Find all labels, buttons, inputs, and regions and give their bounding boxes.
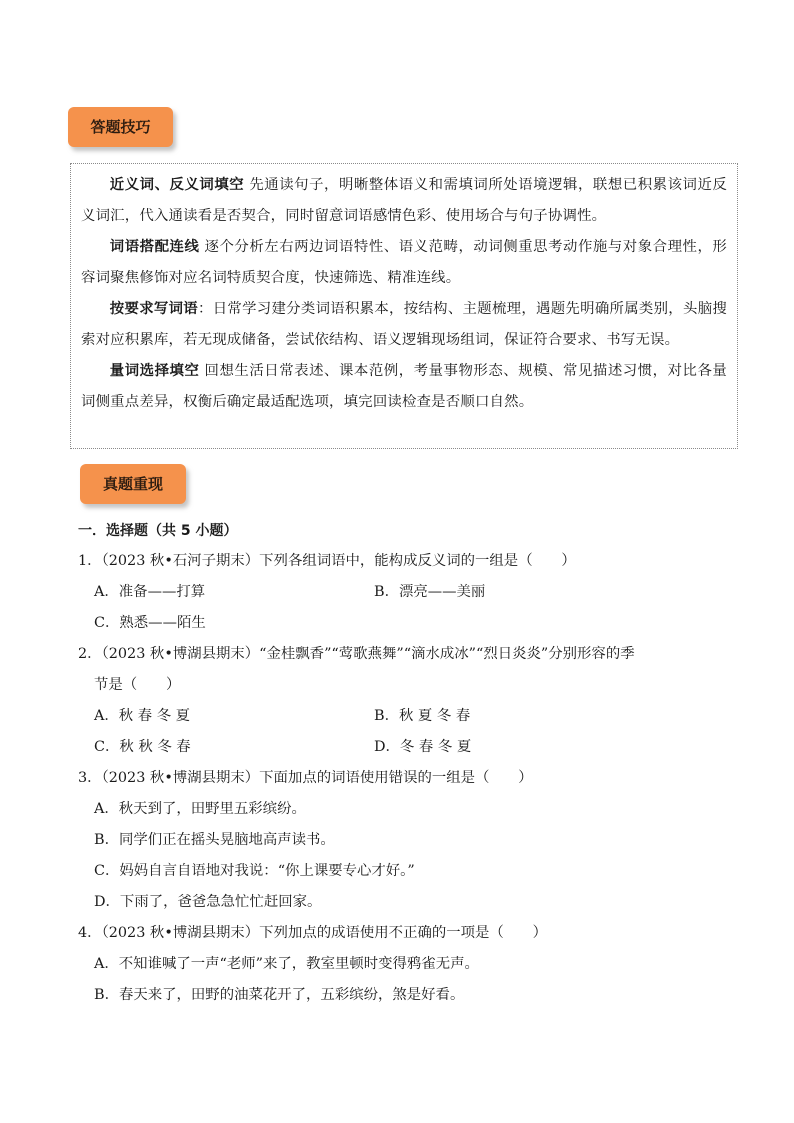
question-stem: 3．（2023 秋•博湖县期末）下面加点的词语使用错误的一组是（ ） bbox=[78, 770, 533, 786]
option-b: B．秋 夏 冬 春 bbox=[374, 708, 471, 724]
option-a: A．秋天到了，田野里五彩缤纷。 bbox=[94, 801, 306, 817]
option-a: A．秋 春 冬 夏 bbox=[94, 708, 191, 724]
tip-text: 日常学习建分类词语积累本，按结构、主题梳理，遇题先明确所属类别，头脑搜索对应积累库，若无现成储备，尝试依结构、语义逻辑现场组词，保证符合要求、书写无误。 bbox=[81, 301, 727, 348]
real-questions-tag: 真题重现 bbox=[80, 464, 186, 504]
tips-box bbox=[70, 163, 738, 449]
tip-text: 逐个分析左右两边词语特性、语义范畴，动词侧重思考动作施与对象合理性，形容词聚焦修饰对应名词特质契合度，快速筛选、精准连线。 bbox=[81, 239, 727, 286]
question-3 bbox=[78, 763, 728, 918]
tip-title: 量词选择填空 bbox=[109, 363, 200, 379]
tip-title: 词语搭配连线 bbox=[109, 239, 200, 255]
tip-text: 回想生活日常表述、课本范例，考量事物形态、规模、常见描述习惯，对比各量词侧重点差异，权衡后确定最适配选项，填完回读检查是否顺口自然。 bbox=[81, 363, 727, 410]
option-d: D．冬 春 冬 夏 bbox=[374, 739, 472, 755]
option-c: C．秋 秋 冬 春 bbox=[94, 739, 191, 755]
tip-paragraph: 按要求写词语：日常学习建分类词语积累本，按结构、主题梳理，遇题先明确所属类别，头脑搜索对应积累库，若无现成储备，尝试依结构、语义逻辑现场组词，保证符合要求、书写无误。 bbox=[81, 301, 727, 348]
tips-tag: 答题技巧 bbox=[68, 107, 173, 147]
option-b: B．春天来了，田野的油菜花开了，五彩缤纷，煞是好看。 bbox=[94, 987, 465, 1003]
option-c: C．熟悉——陌生 bbox=[94, 615, 206, 631]
tip-text: 先通读句子，明晰整体语义和需填词所处语境逻辑，联想已积累该词近反义词汇，代入通读看是否契合，同时留意词语感情色彩、使用场合与句子协调性。 bbox=[81, 177, 727, 224]
tip-paragraph bbox=[81, 232, 727, 294]
question-stem: 1．（2023 秋•石河子期末）下列各组词语中，能构成反义词的一组是（ ） bbox=[78, 553, 576, 569]
tip-paragraph bbox=[81, 170, 727, 232]
option-a: A．不知谁喊了一声“老师”来了，教室里顿时变得鸦雀无声。 bbox=[94, 956, 479, 972]
option-a: A．准备——打算 bbox=[94, 584, 206, 600]
option-b: B．漂亮——美丽 bbox=[374, 584, 486, 600]
section-title: 一．选择题（共 5 小题） bbox=[78, 523, 238, 539]
question-stem: 4．（2023 秋•博湖县期末）下列加点的成语使用不正确的一项是（ ） bbox=[78, 925, 547, 941]
tip-paragraph bbox=[81, 356, 727, 418]
option-c: C．妈妈自言自语地对我说：“你上课要专心才好。” bbox=[94, 863, 415, 879]
question-2 bbox=[78, 639, 728, 763]
question-1 bbox=[78, 546, 728, 639]
question-4 bbox=[78, 918, 728, 1011]
questions-section bbox=[78, 520, 728, 1011]
question-stem: 2．（2023 秋•博湖县期末）“金桂飘香”“莺歌燕舞”“滴水成冰”“烈日炎炎”分别形容的季 节是（ ） bbox=[78, 646, 635, 693]
option-d: D．下雨了，爸爸急急忙忙赶回家。 bbox=[94, 894, 322, 910]
tip-title: 按要求写词语 bbox=[109, 301, 198, 317]
tip-title: 近义词、反义词填空 bbox=[109, 177, 245, 193]
option-b: B．同学们正在摇头晃脑地高声读书。 bbox=[94, 832, 335, 848]
